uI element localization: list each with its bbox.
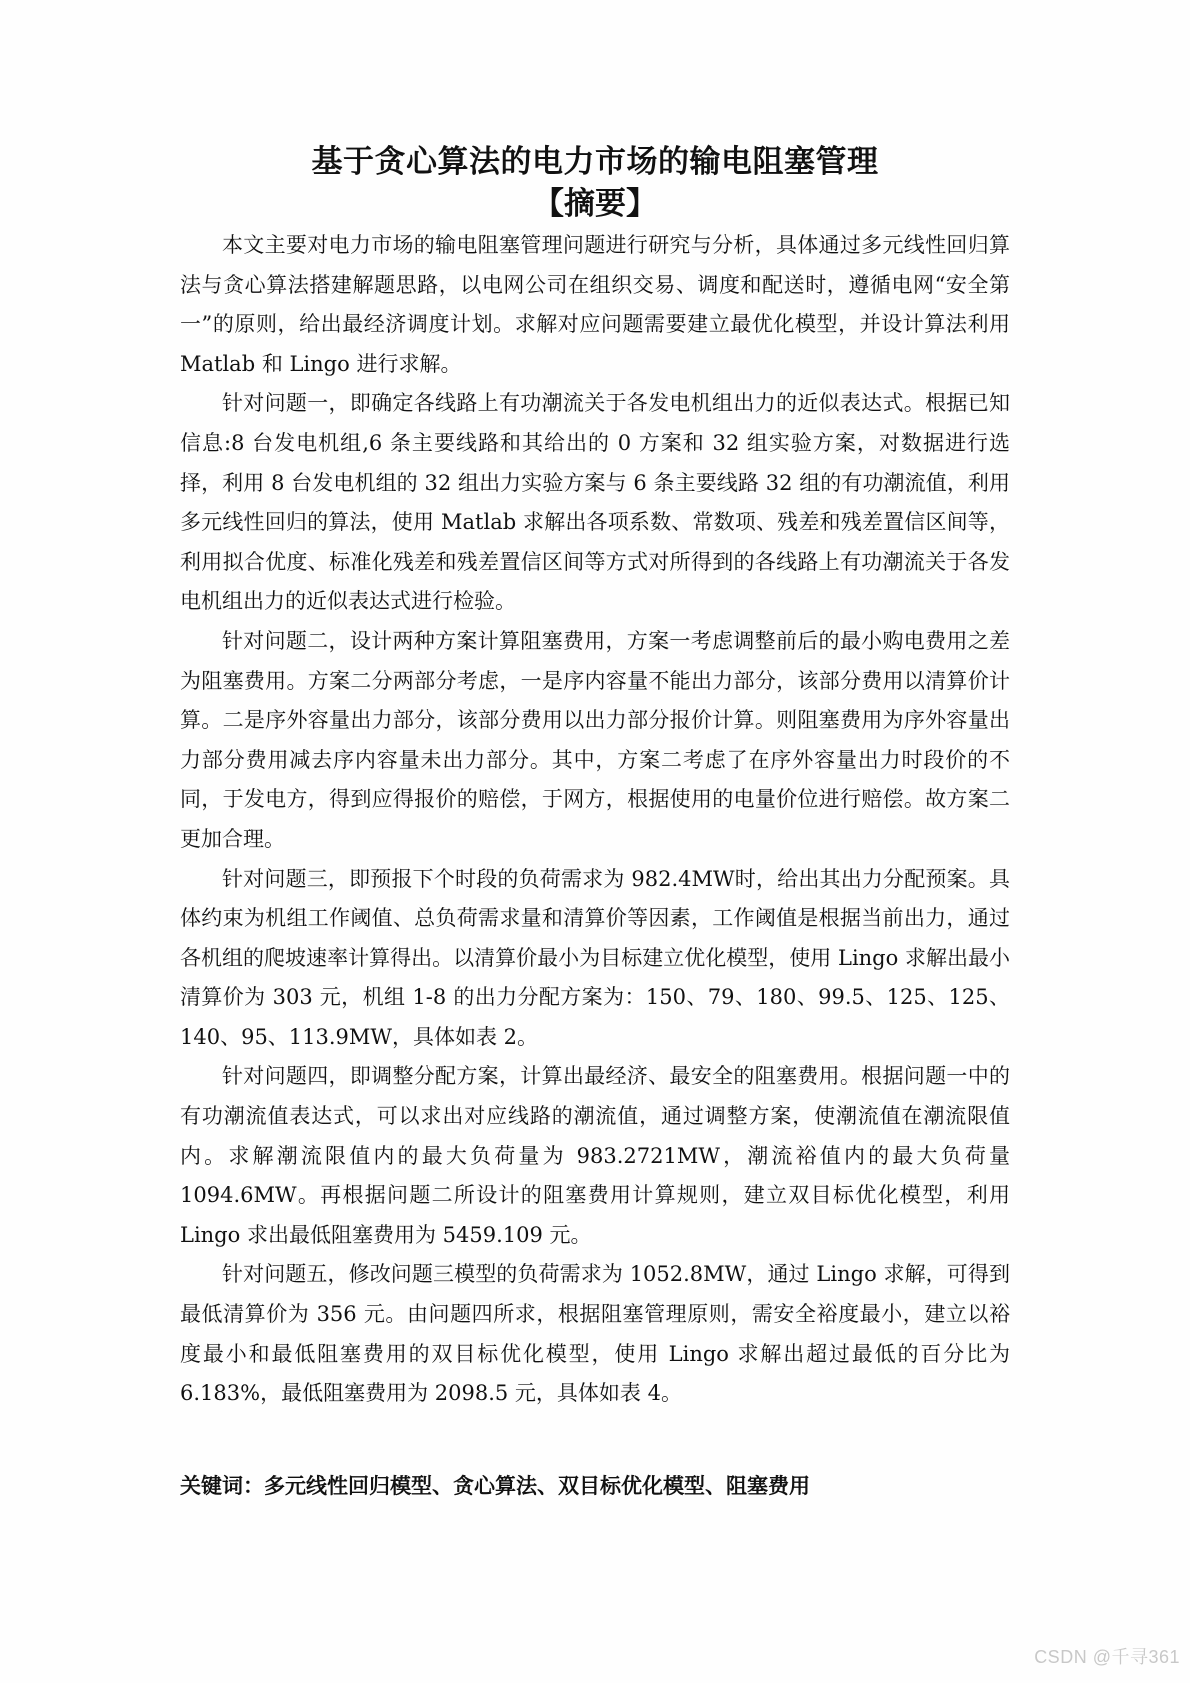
- abstract-paragraph-problem-3: 针对问题三，即预报下个时段的负荷需求为 982.4MW时，给出其出力分配预案。具体约束为机组工作阈值、总负荷需求量和清算价等因素，工作阈值是根据当前出力，通过各机组的爬坡速率计算得出。以清算价最小为目标建立优化模型，使用 Lingo 求解出最小清算价为 303 元，机组 1-8 的出力分配方案为：150、79、180、99.5、125、125、140、95、113.9MW，具体如表 2。: [180, 866, 1010, 1049]
- csdn-watermark: CSDN @千寻361: [1034, 1647, 1180, 1667]
- abstract-paragraph-problem-4: 针对问题四，即调整分配方案，计算出最经济、最安全的阻塞费用。根据问题一中的有功潮流值表达式，可以求出对应线路的潮流值，通过调整方案，使潮流值在潮流限值内。求解潮流限值内的最大负荷量为 983.2721MW，潮流裕值内的最大负荷量 1094.6MW。再根据问题二所设计的阻塞费用计算规则，建立双目标优化模型，利用 Lingo 求出最低阻塞费用为 5459.109 元。: [180, 1064, 1010, 1247]
- abstract-paragraph-problem-1: 针对问题一，即确定各线路上有功潮流关于各发电机组出力的近似表达式。根据已知信息:8 台发电机组,6 条主要线路和其给出的 0 方案和 32 组实验方案，对数据进行选择，利用 8 台发电机组的 32 组出力实验方案与 6 条主要线路 32 组的有功潮流值，利用多元线性回归的算法，使用 Matlab 求解出各项系数、常数项、残差和残差置信区间等，利用拟合优度、标准化残差和残差置信区间等方式对所得到的各线路上有功潮流关于各发电机组出力的近似表达式进行检验。: [180, 391, 1010, 614]
- abstract-body: [180, 226, 1010, 1414]
- paper-title: 基于贪心算法的电力市场的输电阻塞管理: [311, 144, 879, 180]
- abstract-paragraph-intro: 本文主要对电力市场的输电阻塞管理问题进行研究与分析，具体通过多元线性回归算法与贪心算法搭建解题思路，以电网公司在组织交易、调度和配送时，遵循电网“安全第一”的原则，给出最经济调度计划。求解对应问题需要建立最优化模型，并设计算法利用 Matlab 和 Lingo 进行求解。: [180, 233, 1010, 376]
- abstract-paragraph-problem-2: 针对问题二，设计两种方案计算阻塞费用，方案一考虑调整前后的最小购电费用之差为阻塞费用。方案二分两部分考虑，一是序内容量不能出力部分，该部分费用以清算价计算。二是序外容量出力部分，该部分费用以出力部分报价计算。则阻塞费用为序外容量出力部分费用减去序内容量未出力部分。其中，方案二考虑了在序外容量出力时段价的不同，于发电方，得到应得报价的赔偿，于网方，根据使用的电量价位进行赔偿。故方案二更加合理。: [180, 628, 1010, 851]
- keywords-line: 关键词：多元线性回归模型、贪心算法、双目标优化模型、阻塞费用: [180, 1474, 810, 1498]
- abstract-paragraph-problem-5: 针对问题五，修改问题三模型的负荷需求为 1052.8MW，通过 Lingo 求解，可得到最低清算价为 356 元。由问题四所求，根据阻塞管理原则，需安全裕度最小，建立以裕度最小和最低阻塞费用的双目标优化模型，使用 Lingo 求解出超过最低的百分比为 6.183%，最低阻塞费用为 2098.5 元，具体如表 4。: [180, 1262, 1010, 1406]
- abstract-heading: 【摘要】: [533, 186, 657, 222]
